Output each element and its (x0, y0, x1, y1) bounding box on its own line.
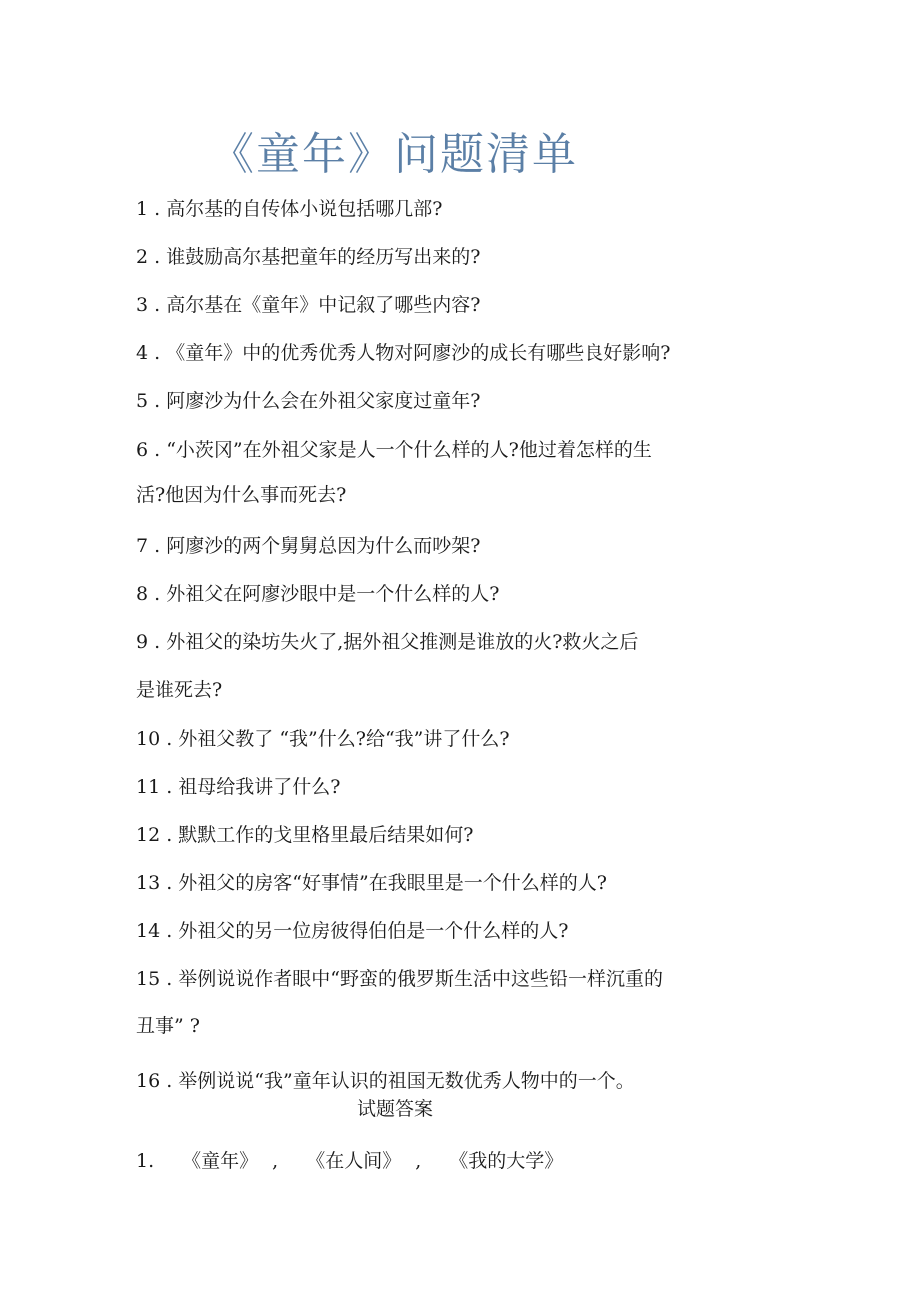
answer-book-title: 《我的大学》 (449, 1150, 564, 1172)
answer-book-title: 《童年》 (182, 1150, 259, 1172)
question-line: 10 . 外祖父教了 “我”什么?给“我”讲了什么? (136, 728, 510, 750)
question-line: 5 . 阿廖沙为什么会在外祖父家度过童年? (136, 390, 481, 412)
question-line: 是谁死去? (136, 679, 223, 701)
answer-separator: , (415, 1150, 422, 1172)
question-line: 6 . “小茨冈”在外祖父家是人一个什么样的人?他过着怎样的生 (136, 439, 652, 461)
question-line: 活?他因为什么事而死去? (136, 484, 347, 506)
question-line: 丑事” ? (136, 1015, 200, 1037)
question-line: 4 . 《童年》中的优秀优秀人物对阿廖沙的成长有哪些良好影响? (136, 342, 671, 364)
question-line: 1 . 高尔基的自传体小说包括哪几部? (136, 198, 443, 220)
question-line: 2 . 谁鼓励高尔基把童年的经历写出来的? (136, 246, 481, 268)
question-line: 15 . 举例说说作者眼中“野蛮的俄罗斯生活中这些铅一样沉重的 (136, 968, 664, 990)
answers-heading: 试题答案 (357, 1098, 434, 1120)
question-line: 3 . 高尔基在《童年》中记叙了哪些内容? (136, 294, 481, 316)
question-line: 16 . 举例说说“我”童年认识的祖国无数优秀人物中的一个。 (136, 1070, 635, 1092)
question-line: 8 . 外祖父在阿廖沙眼中是一个什么样的人? (136, 583, 500, 605)
answer-separator: , (272, 1150, 279, 1172)
page-title: 《童年》问题清单 (210, 129, 578, 180)
question-line: 7 . 阿廖沙的两个舅舅总因为什么而吵架? (136, 535, 481, 557)
question-line: 11 . 祖母给我讲了什么? (136, 776, 341, 798)
question-line: 13 . 外祖父的房客“好事情”在我眼里是一个什么样的人? (136, 872, 607, 894)
answer-line (136, 1149, 563, 1173)
question-line: 9 . 外祖父的染坊失火了,据外祖父推测是谁放的火?救火之后 (136, 631, 639, 653)
question-line: 14 . 外祖父的另一位房彼得伯伯是一个什么样的人? (136, 920, 569, 942)
answer-number: 1. (136, 1150, 155, 1172)
answer-book-title: 《在人间》 (306, 1150, 402, 1172)
question-line: 12 . 默默工作的戈里格里最后结果如何? (136, 824, 474, 846)
